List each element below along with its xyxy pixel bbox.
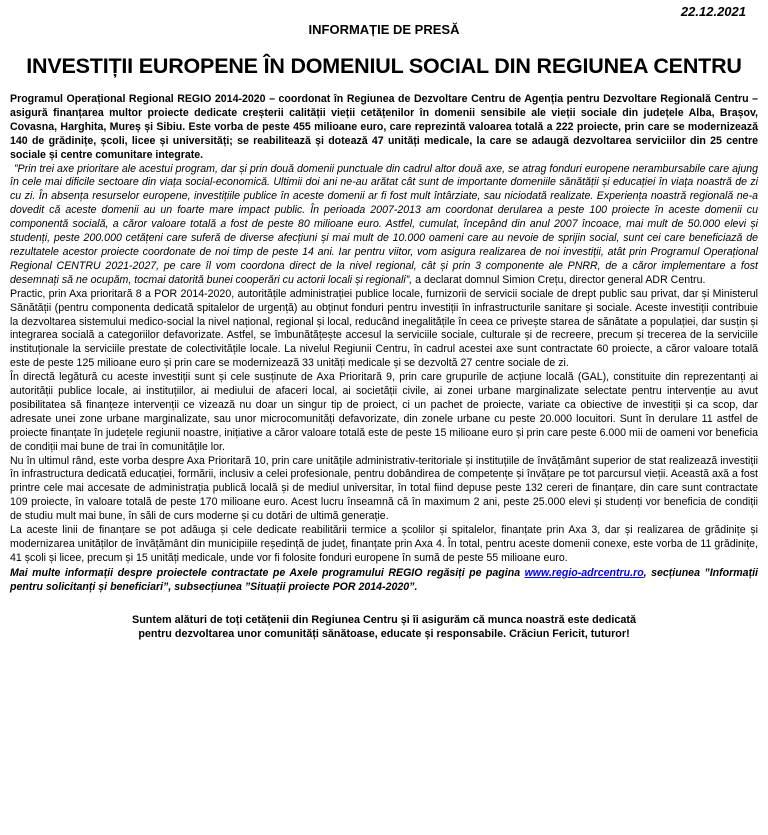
intro-paragraph: Programul Operațional Regional REGIO 2014-2020 – coordonat în Regiunea de Dezvoltare Centru de Agenția pentru Dezvoltare Regională Centru – asigură finanțarea multor proiecte dedicate creșterii calității vieții cetățenilor în domenii sensibile ale vieții sociale din județele Alba, Brașov, Covasna, Harghita, Mureș și Sibiu. Este vorba de peste 455 milioane euro, care reprezintă valoarea totală a 222 proiecte, prin care se modernizează 140 de grădinițe, școli, licee și universități; se reabilitează și dotează 47 unități medicale, la care se adaugă dezvoltarea serviciilor din 25 centre sociale și centre comunitare integrate.	[10, 93, 758, 161]
more-info-paragraph	[10, 567, 758, 595]
closing-message	[10, 613, 758, 642]
page-title: INVESTIȚII EUROPENE ÎN DOMENIUL SOCIAL DIN REGIUNEA CENTRU	[26, 54, 742, 78]
axis8-paragraph: Practic, prin Axa prioritară 8 a POR 2014-2020, autoritățile administrației publice locale, furnizorii de servicii sociale de drept public sau privat, dar și Ministerul Sănătății (pentru componenta dedicată spitalelor de urgență) au obținut fonduri pentru investiții în infrastructurile sanitare și sociale. Aceste investiții contribuie la dezvoltarea sistemului medico-social la nivel național, regional și local, reducând inegalitățile în ceea ce privește starea de sănătate a populației, dar susțin și integrarea socială a categoriilor defavorizate. Astfel, se îmbunătățește accesul la serviciile sociale, culturale și de recreere, precum și trecerea de la serviciile instituționale la serviciile prestate de colectivitățile locale. La nivelul Regiunii Centru, în cadrul acestei axe sunt contractate 60 proiecte, a căror valoare totală este de peste 125 milioane euro și prin care se modernizează 33 unități medicale și se dezvoltă 27 centre sociale de zi.	[10, 287, 758, 370]
more-info-suffix: , secțiunea ”Informații pentru solicitanți și beneficiari”, subsecțiunea ”Situații proiecte POR 2014-2020”.	[10, 566, 758, 593]
press-kicker: INFORMAȚIE DE PRESĂ	[308, 22, 460, 37]
axis10-paragraph: Nu în ultimul rând, este vorba despre Axa Prioritară 10, prin care unitățile administrativ-teritoriale și instituțiile de învățământ superior de stat realizează investiții în infrastructura dedicată educației, formării, inclusiv a celei profesionale, pentru dobândirea de competențe și învățare pe tot parcursul vieții. Această axă a fost printre cele mai accesate de administrația publică locală și de mediul universitar, în total fiind depuse peste 132 cereri de finanțare, din care sunt contractate 109 proiecte, în valoare totală de peste 170 milioane euro. Acest lucru înseamnă că în maximum 2 ani, peste 25.000 elevi și studenți vor beneficia de condiții de studiu mult mai bune, în săli de curs moderne și cu dotări de ultimă generație.	[10, 454, 758, 523]
axis3-4-paragraph: La aceste linii de finanțare se pot adăuga și cele dedicate reabilitării termice a școlilor și spitalelor, finanțate prin Axa 3, dar și realizarea de grădinițe și modernizarea unităților de învățământ din municipiile reședință de județ, finanțate prin Axa 4. În total, pentru aceste domenii conexe, este vorba de 11 grădinițe, 41 școli și licee, precum și 15 unități medicale, unde vor fi folosite fonduri europene în sumă de peste 55 milioane euro.	[10, 524, 758, 564]
quote-paragraph	[10, 163, 758, 288]
quote-text: ”Prin trei axe prioritare ale acestui program, dar și prin două domenii punctuale din cadrul altor două axe, se atrag fonduri europene nerambursabile care ajung în cele mai dificile sectoare din viața social-economică. Ultimii doi ani ne-au arătat cât sunt de importante domeniile sănătății și educației în viața noastră de zi cu zi. În absența resurselor europene, investițiile publice în aceste domenii ar fi fost mult întârziate, sau niciodată realizate. Experiența noastră regională ne-a dovedit că aceste domenii au un foarte mare impact public. În perioada 2007-2013 am coordonat derularea a peste 100 proiecte în aceste domenii cu componentă socială, a căror valoare totală a fost de peste 80 milioane euro. Astfel, cumulat, începând din anul 2007 încoace, mai mult de 50.000 elevi și studenți, peste 200.000 cetățeni care suferă de diverse afecțiuni și mai mult de 10.000 oameni care au nevoie de sprijin social, sunt cei care beneficiază de rezultatele acestor proiecte coordonate de noi timp de peste 14 ani. Iar pentru viitor, vom asigura realizarea de noi investiții, atât prin Programul Operațional Regional CENTRU 2021-2027, pe care îl vom coordona direct de la nivel regional, cât și prin 3 componente ale PNRR, de a căror implementare a fost desemnați să ne ocupăm, tocmai datorită bunei cooperări cu actorii locali și regionali”,	[10, 162, 758, 286]
release-date: 22.12.2021	[680, 4, 746, 19]
more-info-prefix: Mai multe informații despre proiectele contractate pe Axele programului REGIO regăsiți pe pagina	[10, 566, 525, 579]
closing-line-2: pentru dezvoltarea unor comunități sănătoase, educate și responsabile. Crăciun Fericit, tuturor!	[138, 628, 630, 641]
closing-line-1: Suntem alături de toți cetățenii din Regiunea Centru și îi asigurăm că munca noastră este dedicată	[132, 613, 636, 626]
regio-website-link[interactable]: www.regio-adrcentru.ro	[524, 566, 644, 579]
axis9-paragraph: În directă legătură cu aceste investiții sunt și cele susținute de Axa Prioritară 9, prin care grupurile de acțiune locală (GAL), constituite din reprezentanți ai autorității publice locale, ai instituțiilor, ai mediului de afaceri local, ai societății civile, ai zonei urbane marginalizate selectate pentru intervenție au avut posibilitatea să finanțeze intervenții ce vizează nu doar un singur tip de proiect, ci un pachet de proiecte, variate ca obiective de investiții și ca scop, dar adresate unei zone urbane marginalizate, sau unor microcomunități defavorizate, din zonele urbane cu peste 20.000 locuitori. Sunt în derulare 11 astfel de proiecte finanțate în județele regiunii noastre, inițiative a căror valoare totală este de peste 15 milioane euro și prin care peste 6.000 mii de oameni vor beneficia de condiții mai bune de trai în comunitățile lor.	[10, 371, 758, 453]
quote-attribution: a declarat domnul Simion Crețu, director general ADR Centru.	[412, 273, 706, 286]
